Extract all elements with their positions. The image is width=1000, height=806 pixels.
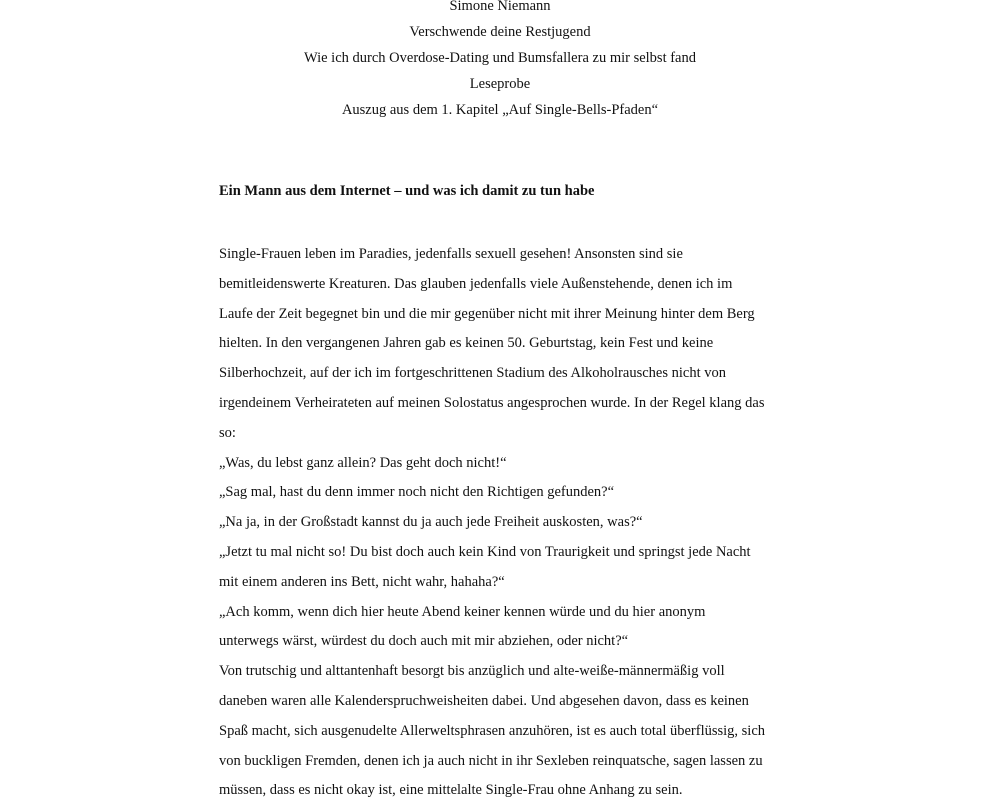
text-line: „Was, du lebst ganz allein? Das geht doch nicht!“ [219, 454, 507, 471]
text-line: unterwegs wärst, würdest du doch auch mit mir abziehen, oder nicht?“ [219, 633, 629, 650]
text-line: Silberhochzeit, auf der ich im fortgeschrittenen Stadium des Alkoholrausches nicht von [219, 365, 726, 382]
text-line: von buckligen Fremden, denen ich ja auch nicht in ihr Sexleben reinquatsche, sagen lassen zu [219, 752, 763, 769]
book-subtitle: Wie ich durch Overdose-Dating und Bumsfallera zu mir selbst fand [303, 50, 696, 66]
text-line: bemitleidenswerte Kreaturen. Das glauben jedenfalls viele Außenstehende, denen ich im [219, 275, 733, 292]
text-line: „Jetzt tu mal nicht so! Du bist doch auch kein Kind von Traurigkeit und springst jede Nacht [219, 543, 751, 560]
text-line: so: [219, 424, 236, 441]
book-title: Verschwende deine Restjugend [409, 24, 591, 40]
section-heading: Ein Mann aus dem Internet – und was ich damit zu tun habe [219, 183, 595, 199]
text-line: Single-Frauen leben im Paradies, jedenfalls sexuell gesehen! Ansonsten sind sie [219, 246, 683, 262]
text-line: Von trutschig und alttantenhaft besorgt bis anzüglich und alte-weiße-männermäßig voll [219, 663, 725, 680]
document-header [0, 0, 1000, 123]
text-line: hielten. In den vergangenen Jahren gab es keinen 50. Geburtstag, kein Fest und keine [219, 335, 714, 352]
author-name: Simone Niemann [449, 0, 551, 14]
text-line: Laufe der Zeit begegnet bin und die mir gegenüber nicht mit ihrer Meinung hinter dem Berg [219, 305, 755, 322]
chapter-excerpt-note: Auszug aus dem 1. Kapitel „Auf Single-Bells-Pfaden“ [341, 102, 659, 118]
text-line: „Ach komm, wenn dich hier heute Abend keiner kennen würde und du hier anonym [219, 603, 706, 620]
body-text [219, 240, 789, 806]
text-line: „Na ja, in der Großstadt kannst du ja auch jede Freiheit auskosten, was?“ [219, 514, 643, 531]
reading-sample-label: Leseprobe [469, 76, 531, 92]
text-line: müssen, dass es nicht okay ist, eine mittelalte Single-Frau ohne Anhang zu sein. [219, 782, 683, 799]
text-line: daneben waren alle Kalenderspruchweisheiten dabei. Und abgesehen davon, dass es keinen [219, 692, 749, 709]
text-line: Spaß macht, sich ausgenudelte Allerweltsphrasen anzuhören, ist es auch total überflüssig, sich [219, 722, 766, 739]
text-line: irgendeinem Verheirateten auf meinen Solostatus angesprochen wurde. In der Regel klang das [219, 394, 765, 411]
text-line: mit einem anderen ins Bett, nicht wahr, hahaha?“ [219, 573, 505, 590]
text-line: „Sag mal, hast du denn immer noch nicht den Richtigen gefunden?“ [219, 484, 615, 501]
